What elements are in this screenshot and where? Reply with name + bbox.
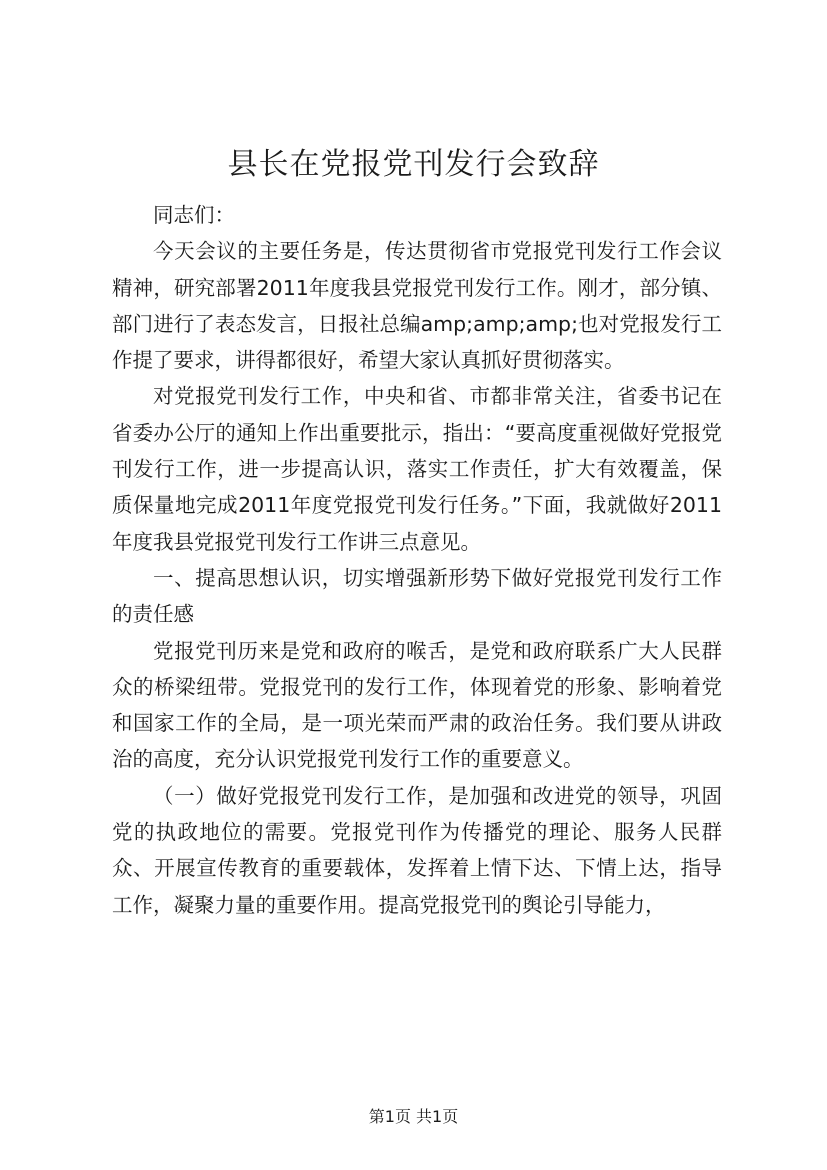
salutation-paragraph: 同志们： (153, 203, 235, 227)
body-paragraph: 党报党刊历来是党和政府的喉舌，是党和政府联系广大人民群众的桥梁纽带。党报党刊的发行工作，体现着党的形象、影响着党和国家工作的全局，是一项光荣而严肃的政治任务。我们要从讲政治的高度，充分认识党报党刊发行工作的重要意义。 (112, 638, 722, 772)
body-paragraph: 今天会议的主要任务是，传达贯彻省市党报党刊发行工作会议精神，研究部署2011年度我县党报党刊发行工作。刚才，部分镇、部门进行了表态发言，日报社总编amp;amp;amp;也对党报发行工作提了要求，讲得都很好，希望大家认真抓好贯彻落实。 (112, 239, 722, 373)
document-title: 县长在党报党刊发行会致辞 (227, 147, 600, 182)
document-body (112, 197, 722, 923)
body-paragraph: 对党报党刊发行工作，中央和省、市都非常关注，省委书记在省委办公厅的通知上作出重要批示，指出：“要高度重视做好党报党刊发行工作，进一步提高认识，落实工作责任，扩大有效覆盖，保质保量地完成2011年度党报党刊发行任务。”下面，我就做好2011年度我县党报党刊发行工作讲三点意见。 (112, 384, 722, 554)
body-paragraph: （一）做好党报党刊发行工作，是加强和改进党的领导，巩固党的执政地位的需要。党报党刊作为传播党的理论、服务人民群众、开展宣传教育的重要载体，发挥着上情下达、下情上达，指导工作，凝聚力量的重要作用。提高党报党刊的舆论引导能力， (112, 783, 722, 917)
section-heading: 一、提高思想认识，切实增强新形势下做好党报党刊发行工作的责任感 (112, 565, 722, 627)
page-footer: 第1页 共1页 (368, 1107, 459, 1126)
